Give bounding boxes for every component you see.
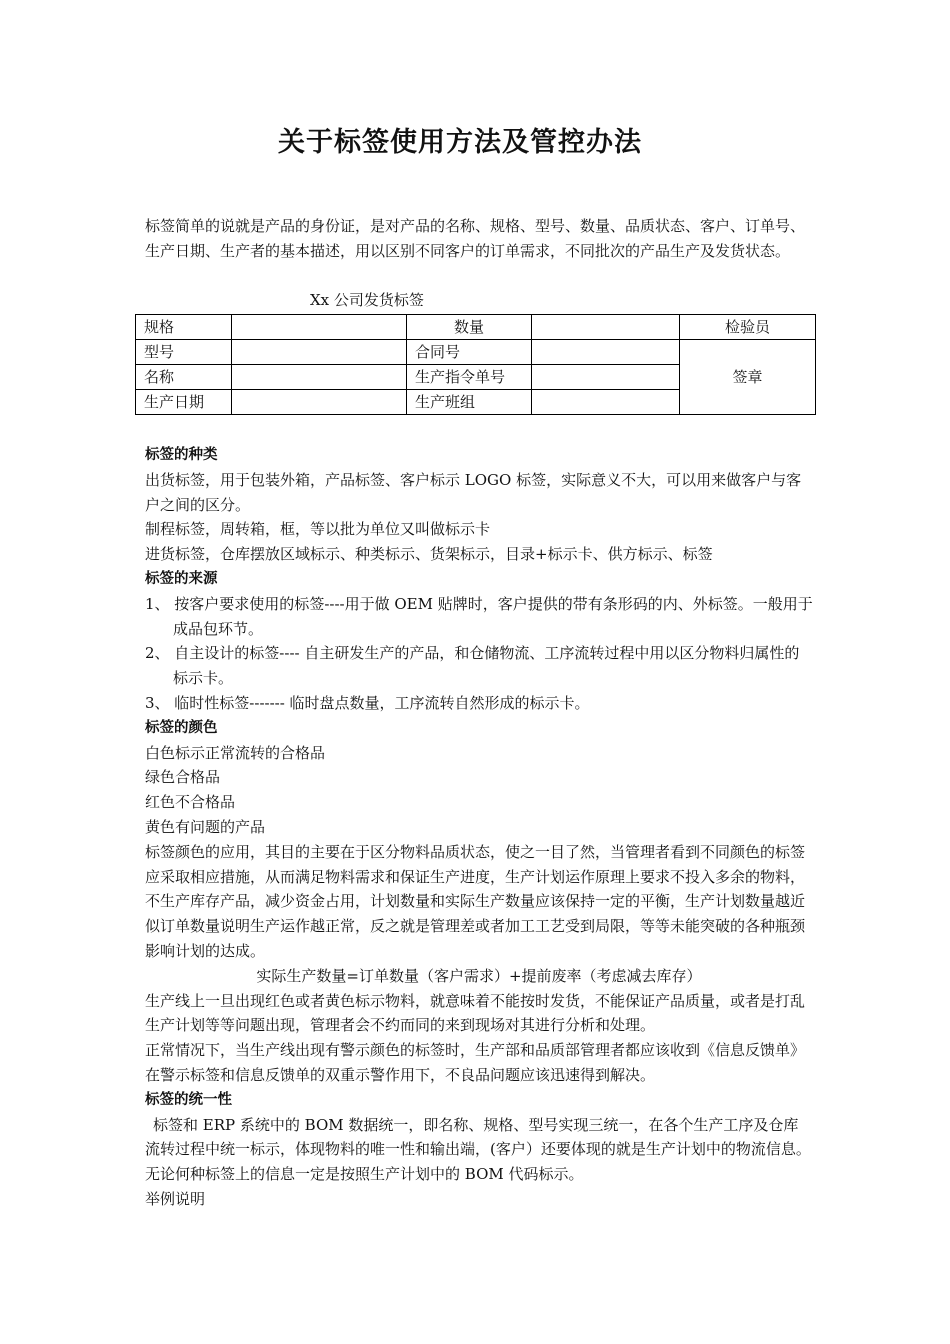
formula-line: 实际生产数量=订单数量（客户需求）+提前废率（考虑减去库存）	[256, 966, 702, 985]
colors-paragraph: 正常情况下，当生产线出现有警示颜色的标签时，生产部和品质部管理者都应该收到《信息反馈单》在警示标签和信息反馈单的双重示警作用下，不良品问题应该迅速得到解决。	[145, 1041, 806, 1084]
table-cell	[532, 365, 680, 390]
unify-paragraph: 标签和 ERP 系统中的 BOM 数据统一，即名称、规格、型号实现三统一，在各个生产工序及仓库流转过程中统一标示，体现物料的唯一性和输出端，(客户）还要体现的就是生产计划中的物流信息。无论何种标签上的信息一定是按照生产计划中的 BOM 代码标示。	[145, 1115, 811, 1184]
intro-paragraph: 标签简单的说就是产品的身份证，是对产品的名称、规格、型号、数量、品质状态、客户、订单号、生产日期、生产者的基本描述，用以区别不同客户的订单需求，不同批次的产品生产及发货状态。	[145, 217, 806, 260]
table-cell	[232, 365, 407, 390]
types-line: 制程标签，周转箱，框，等以批为单位又叫做标示卡	[145, 520, 491, 539]
sources-item: 3、 临时性标签------- 临时盘点数量，工序流转自然形成的标示卡。	[145, 693, 590, 712]
table-cell: 名称	[136, 365, 232, 390]
table-cell: 型号	[136, 340, 232, 365]
section-heading-unify: 标签的统一性	[145, 1091, 232, 1108]
table-cell: 生产班组	[407, 390, 532, 415]
example-line: 举例说明	[145, 1189, 206, 1208]
table-cell: 规格	[136, 315, 232, 340]
colors-line: 绿色合格品	[145, 768, 221, 787]
types-line: 进货标签，仓库摆放区域标示、种类标示、货架标示，目录+标示卡、供方标示、标签	[145, 545, 713, 564]
section-heading-colors: 标签的颜色	[145, 719, 218, 736]
table-cell	[532, 315, 680, 340]
colors-paragraph: 生产线上一旦出现红色或者黄色标示物料，就意味着不能按时发货，不能保证产品质量，或者是打乱生产计划等等问题出现，管理者会不约而同的来到现场对其进行分析和处理。	[145, 991, 806, 1035]
section-heading-sources: 标签的来源	[145, 570, 218, 587]
table-cell	[232, 315, 407, 340]
colors-line: 黄色有问题的产品	[145, 817, 266, 836]
table-cell: 生产日期	[136, 390, 232, 415]
sources-item: 2、 自主设计的标签---- 自主研发生产的产品，和仓储物流、工序流转过程中用以区分物料归属性的标示卡。	[145, 644, 800, 688]
table-cell	[232, 390, 407, 415]
colors-line: 白色标示正常流转的合格品	[145, 743, 326, 762]
table-row	[136, 340, 816, 365]
colors-paragraph: 标签颜色的应用，其目的主要在于区分物料品质状态，使之一目了然，当管理者看到不同颜色的标签应采取相应措施，从而满足物料需求和保证生产进度，生产计划运作原理上要求不投入多余的物料，不生产库存产品，减少资金占用，计划数量和实际生产数量应该保持一定的平衡，生产计划数量越近似订单数量说明生产运作越正常，反之就是管理差或者加工工艺受到局限，等等未能突破的各种瓶颈影响计划的达成。	[145, 842, 806, 960]
table-cell: 合同号	[407, 340, 532, 365]
document-title: 关于标签使用方法及管控办法	[278, 127, 642, 158]
shipping-label-table	[135, 314, 816, 415]
table-cell	[232, 340, 407, 365]
table-cell: 生产指令单号	[407, 365, 532, 390]
table-cell	[532, 340, 680, 365]
colors-line: 红色不合格品	[145, 793, 236, 812]
section-heading-types: 标签的种类	[145, 447, 218, 463]
stamp-cell: 签章	[680, 340, 816, 415]
table-cell: 数量	[407, 315, 532, 340]
sources-item: 1、 按客户要求使用的标签----用于做 OEM 贴牌时，客户提供的带有条形码的内、外标签。一般用于成品包环节。	[145, 594, 813, 638]
table-row	[136, 315, 816, 340]
table-cell	[532, 390, 680, 415]
table-cell: 检验员	[680, 315, 816, 340]
table-caption: Xx 公司发货标签	[310, 291, 424, 309]
types-line: 出货标签，用于包装外箱，产品标签、客户标示 LOGO 标签，实际意义不大，可以用来做客户与客户之间的区分。	[145, 470, 802, 514]
document-body	[145, 443, 813, 1212]
